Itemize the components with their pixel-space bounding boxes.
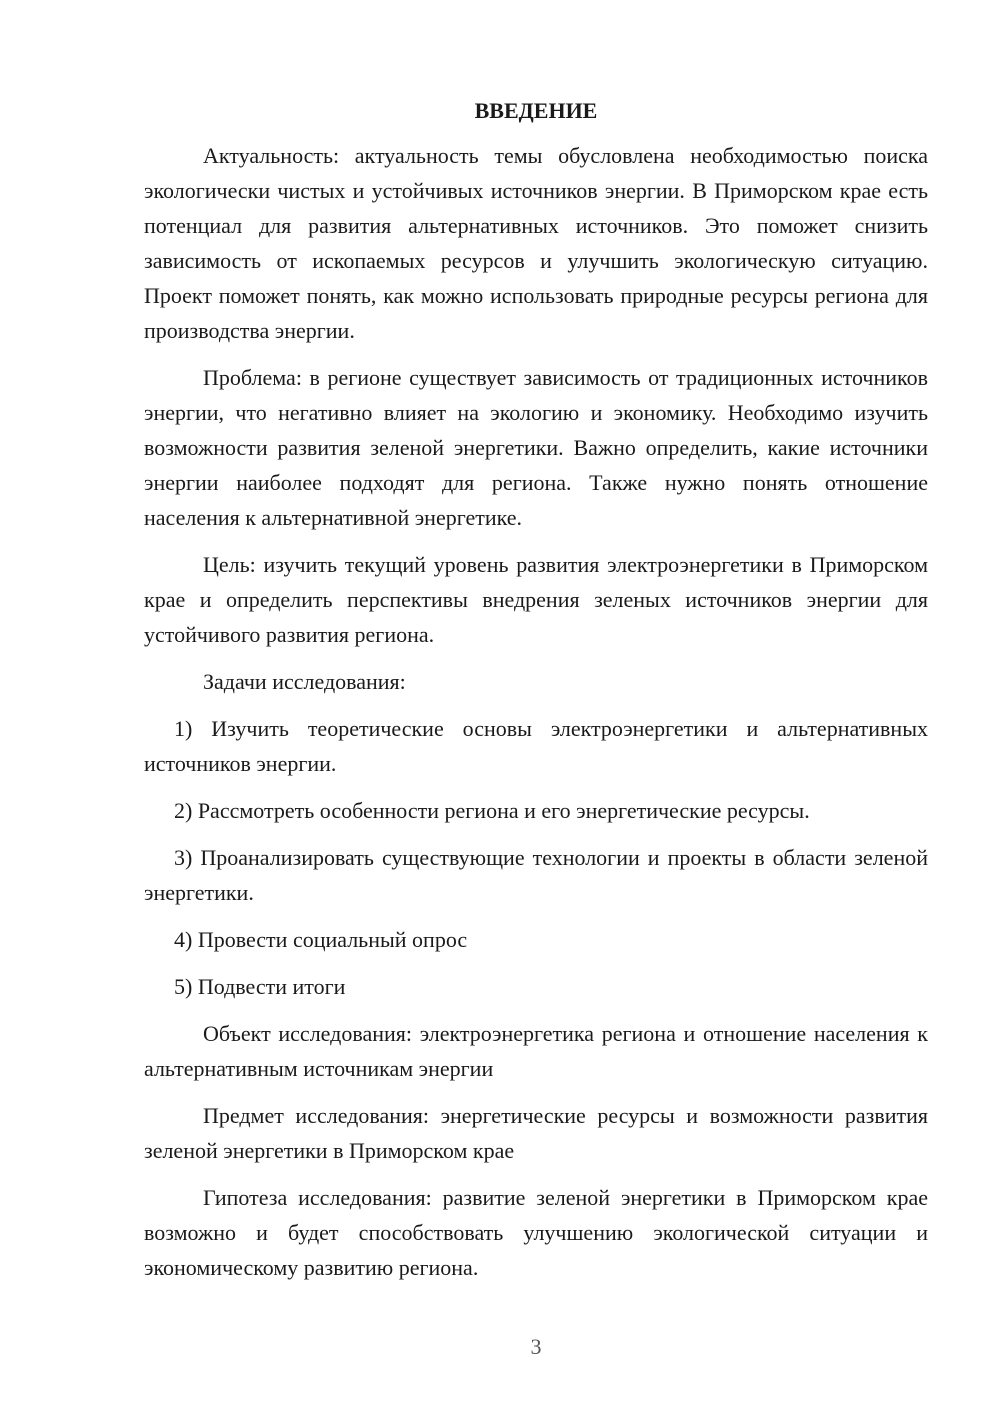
task-item-1: 1) Изучить теоретические основы электроэнергетики и альтернативных источников энергии. (144, 716, 928, 776)
task-item-2: 2) Рассмотреть особенности региона и его энергетические ресурсы. (174, 798, 810, 823)
paragraph-problem: Проблема: в регионе существует зависимость от традиционных источников энергии, что негативно влияет на экологию и экономику. Необходимо изучить возможности развития зеленой энергетики. Важно определить, какие источники энергии наиболее подходят для региона. Также нужно понять отношение населения к альтернативной энергетике. (144, 365, 928, 530)
paragraph-object: Объект исследования: электроэнергетика региона и отношение населения к альтернативным источникам энергии (144, 1021, 928, 1081)
paragraph-relevance: Актуальность: актуальность темы обусловлена необходимостью поиска экологически чистых и устойчивых источников энергии. В Приморском крае есть потенциал для развития альтернативных источников. Это поможет снизить зависимость от ископаемых ресурсов и улучшить экологическую ситуацию. Проект поможет понять, как можно использовать природные ресурсы региона для производства энергии. (144, 143, 928, 343)
paragraph-hypothesis: Гипотеза исследования: развитие зеленой энергетики в Приморском крае возможно и будет способствовать улучшению экологической ситуации и экономическому развитию региона. (144, 1185, 928, 1280)
task-item-4: 4) Провести социальный опрос (174, 927, 468, 952)
section-title: ВВЕДЕНИЕ (474, 98, 598, 123)
task-item-5: 5) Подвести итоги (174, 974, 346, 999)
task-item-3: 3) Проанализировать существующие технологии и проекты в области зеленой энергетики. (144, 845, 928, 905)
document-page (144, 96, 928, 1297)
paragraph-goal: Цель: изучить текущий уровень развития электроэнергетики в Приморском крае и определить перспективы внедрения зеленых источников энергии для устойчивого развития региона. (144, 552, 928, 647)
page-number: 3 (530, 1334, 542, 1359)
paragraph-subject: Предмет исследования: энергетические ресурсы и возможности развития зеленой энергетики в Приморском крае (144, 1103, 928, 1163)
paragraph-tasks-heading: Задачи исследования: (203, 669, 406, 694)
